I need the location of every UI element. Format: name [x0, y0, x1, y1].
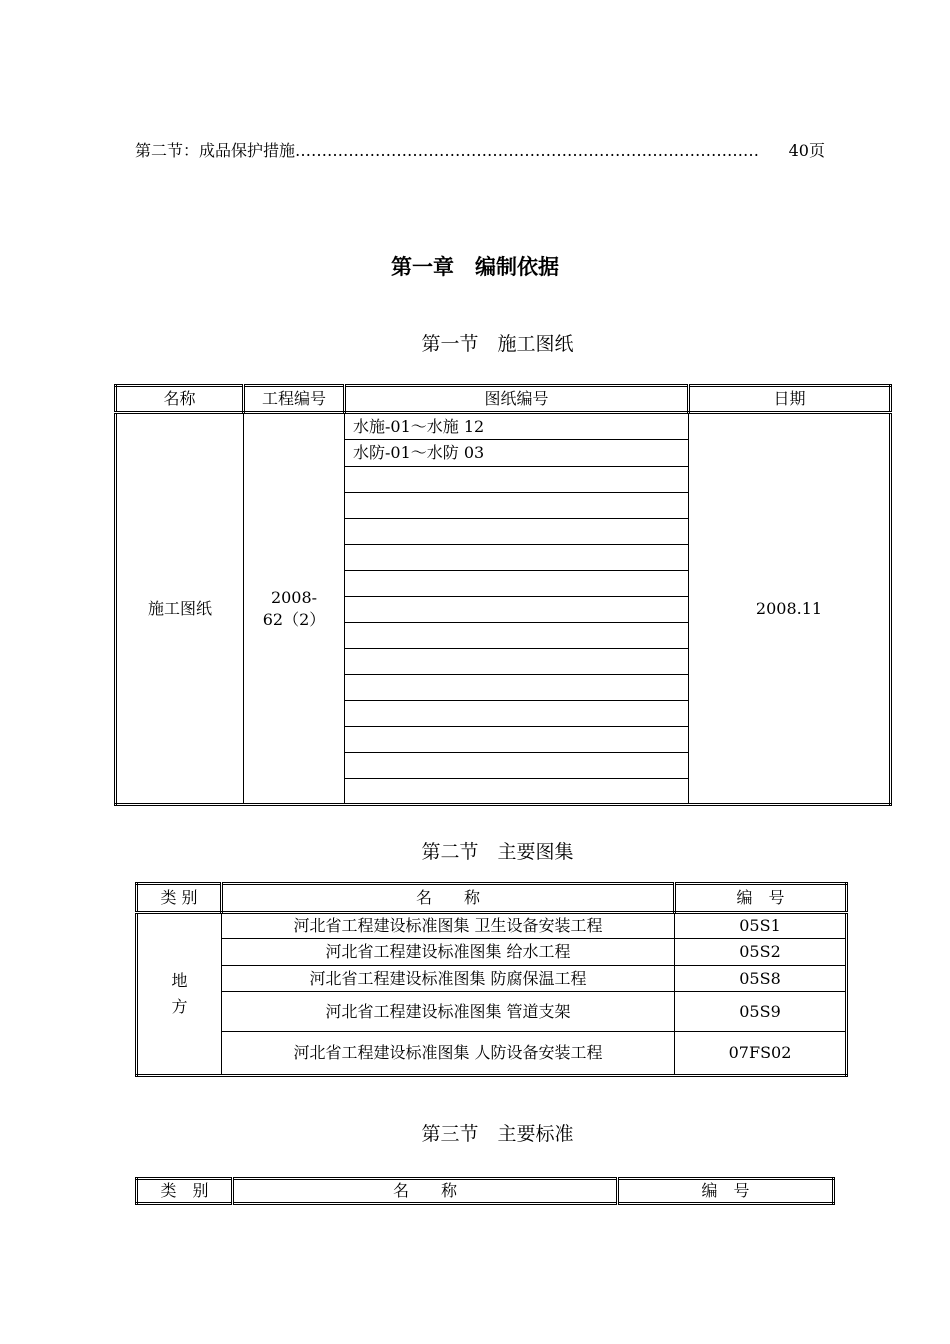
- drawing-row: [345, 727, 689, 753]
- toc-label: 第二节：成品保护措施: [135, 141, 296, 160]
- drawing-row: [345, 753, 689, 779]
- atlas-code: 05S8: [675, 966, 847, 992]
- drawing-category: 施工图纸: [116, 413, 244, 805]
- header-date: 日期: [689, 386, 891, 413]
- drawing-row: [345, 623, 689, 649]
- toc-leader-dots: ……………………………………………………………………………: [295, 141, 760, 160]
- atlas-code: 07FS02: [675, 1032, 847, 1076]
- section3-title: 第三节 主要标准: [421, 1123, 574, 1145]
- atlas-category-line1: 地: [171, 971, 188, 990]
- standards-header-code: 编 号: [618, 1179, 834, 1204]
- atlas-name: 河北省工程建设标准图集 给水工程: [222, 939, 675, 966]
- atlas-category-line2: 方: [171, 997, 188, 1016]
- atlas-header-name: 名 称: [222, 884, 675, 913]
- atlas-name: 河北省工程建设标准图集 卫生设备安装工程: [222, 913, 675, 939]
- atlas-name: 河北省工程建设标准图集 管道支架: [222, 992, 675, 1032]
- toc-entry[interactable]: [135, 139, 825, 163]
- project-number-line1: 2008-: [270, 587, 318, 607]
- header-project-no: 工程编号: [244, 386, 345, 413]
- project-number: [244, 413, 345, 805]
- drawing-row: [345, 545, 689, 571]
- drawing-row: [345, 493, 689, 519]
- standards-header-name: 名 称: [233, 1179, 618, 1204]
- atlas-header-code: 编 号: [675, 884, 847, 913]
- drawing-row: 水防-01～水防 03: [345, 440, 689, 467]
- drawing-row: 水施-01～水施 12: [345, 413, 689, 440]
- standards-header-category: 类 别: [137, 1179, 233, 1204]
- drawing-row: [345, 519, 689, 545]
- section2-title: 第二节 主要图集: [421, 841, 574, 863]
- atlas-header-category: 类 别: [137, 884, 222, 913]
- toc-page-number: 40页: [788, 141, 825, 160]
- drawing-row: [345, 649, 689, 675]
- atlas-name: 河北省工程建设标准图集 人防设备安装工程: [222, 1032, 675, 1076]
- header-name: 名称: [116, 386, 244, 413]
- section1-title: 第一节 施工图纸: [421, 333, 574, 355]
- atlas-code: 05S2: [675, 939, 847, 966]
- drawing-row: [345, 467, 689, 493]
- drawing-row: [345, 675, 689, 701]
- drawing-row: [345, 571, 689, 597]
- chapter-title: 第一章 编制依据: [391, 255, 559, 279]
- atlas-code: 05S9: [675, 992, 847, 1032]
- atlas-category: [137, 913, 222, 1076]
- project-number-line2: 62（2）: [262, 609, 326, 629]
- atlas-table: [135, 882, 848, 1077]
- drawing-row: [345, 597, 689, 623]
- drawing-row: [345, 701, 689, 727]
- drawings-table: [114, 384, 892, 806]
- header-drawing-no: 图纸编号: [345, 386, 689, 413]
- drawing-row: [345, 779, 689, 805]
- standards-table: [135, 1177, 835, 1205]
- drawing-date: 2008.11: [689, 413, 891, 805]
- atlas-name: 河北省工程建设标准图集 防腐保温工程: [222, 966, 675, 992]
- atlas-code: 05S1: [675, 913, 847, 939]
